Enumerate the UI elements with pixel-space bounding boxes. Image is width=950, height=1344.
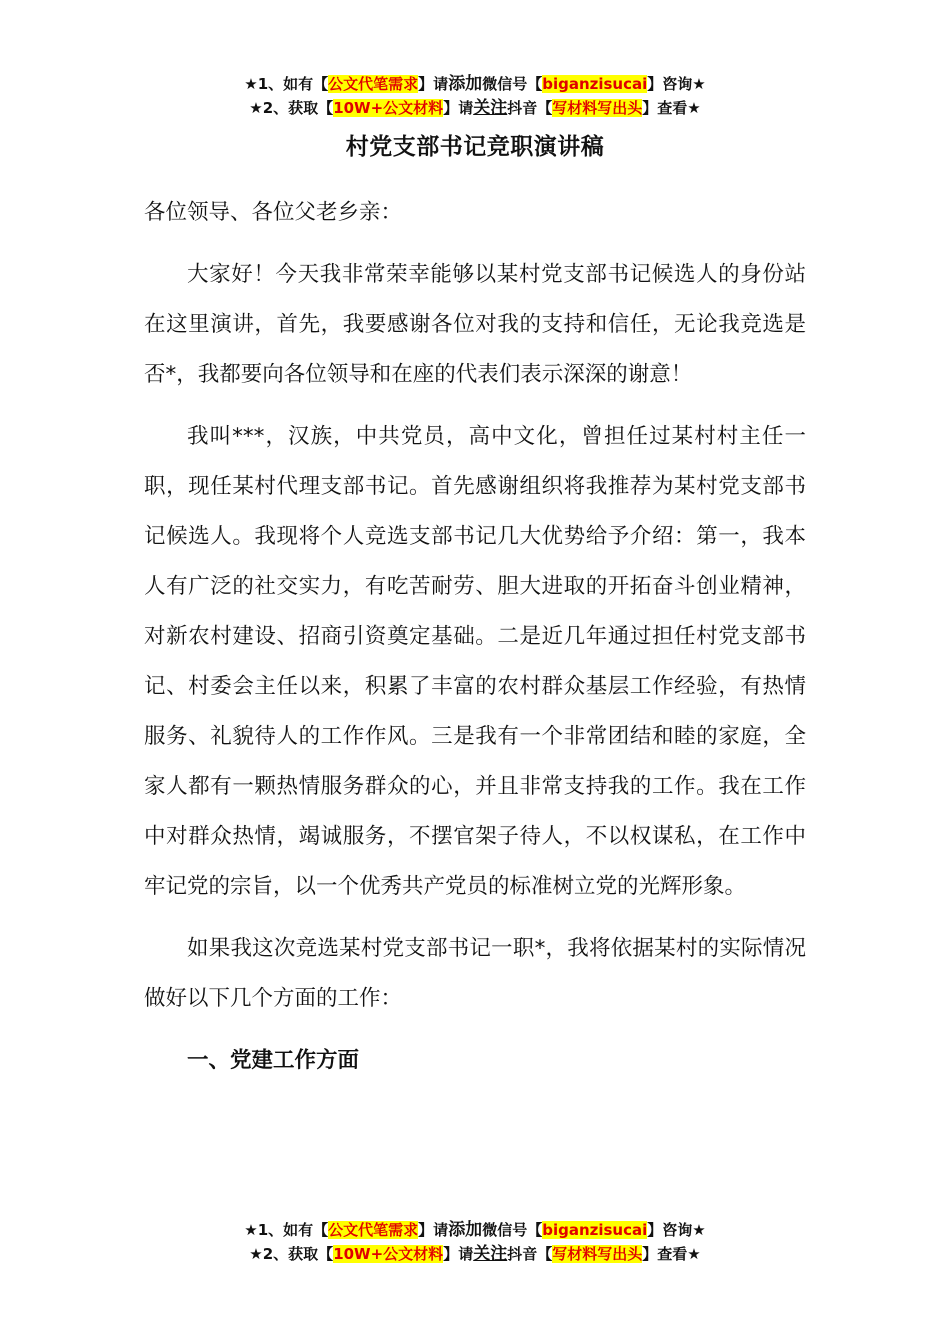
promo-text: ★1、如有【	[244, 1221, 329, 1239]
promo-text: 】咨询★	[647, 75, 706, 93]
promo-text: ★2、获取【	[249, 1245, 334, 1263]
section-heading: 一、党建工作方面	[187, 1048, 360, 1073]
promo-text: 】请	[443, 99, 474, 117]
document-body	[144, 188, 806, 1086]
promo-text: 抖音【	[507, 99, 553, 117]
promo-highlight: 写材料写出头	[552, 1245, 643, 1263]
promo-emphasis: 关注	[473, 98, 508, 118]
promo-text: 】查看★	[642, 99, 701, 117]
promo-emphasis: 添加	[448, 74, 483, 94]
promo-text: 】查看★	[642, 1245, 701, 1263]
promo-highlight: biganzisucai	[542, 75, 648, 93]
promo-text: 】咨询★	[647, 1221, 706, 1239]
promo-highlight: 写材料写出头	[552, 99, 643, 117]
promo-line-2	[0, 96, 950, 120]
promo-text: ★1、如有【	[244, 75, 329, 93]
paragraph: 我叫***，汉族，中共党员，高中文化，曾担任过某村村主任一职，现任某村代理支部书记。首先感谢组织将我推荐为某村党支部书记候选人。我现将个人竞选支部书记几大优势给予介绍：第一，我本人有广泛的社交实力，有吃苦耐劳、胆大进取的开拓奋斗创业精神，对新农村建设、招商引资奠定基础。二是近几年通过担任村党支部书记、村委会主任以来，积累了丰富的农村群众基层工作经验，有热情服务、礼貌待人的工作作风。三是我有一个非常团结和睦的家庭，全家人都有一颗热情服务群众的心，并且非常支持我的工作。我在工作中对群众热情，竭诚服务，不摆官架子待人，不以权谋私，在工作中牢记党的宗旨，以一个优秀共产党员的标准树立党的光辉形象。	[144, 424, 806, 899]
promo-highlight: 10W+公文材料	[333, 1245, 444, 1263]
promo-highlight: 10W+公文材料	[333, 99, 444, 117]
promo-text: 】请	[443, 1245, 474, 1263]
promo-text: ★2、获取【	[249, 99, 334, 117]
promo-highlight: 公文代笔需求	[328, 75, 419, 93]
promo-highlight: 公文代笔需求	[328, 1221, 419, 1239]
paragraph: 如果我这次竞选某村党支部书记一职*，我将依据某村的实际情况做好以下几个方面的工作：	[144, 936, 806, 1011]
promo-text: 微信号【	[482, 75, 543, 93]
greeting: 各位领导、各位父老乡亲：	[144, 200, 403, 225]
promo-banner-bottom	[0, 1218, 950, 1266]
promo-emphasis: 关注	[473, 1244, 508, 1264]
promo-highlight: biganzisucai	[542, 1221, 648, 1239]
promo-text: 抖音【	[507, 1245, 553, 1263]
promo-line-1	[0, 1218, 950, 1242]
promo-line-2	[0, 1242, 950, 1266]
promo-emphasis: 添加	[448, 1220, 483, 1240]
paragraph: 大家好！今天我非常荣幸能够以某村党支部书记候选人的身份站在这里演讲，首先，我要感谢各位对我的支持和信任，无论我竞选是否*，我都要向各位领导和在座的代表们表示深深的谢意！	[144, 262, 806, 387]
promo-text: 】请	[418, 75, 449, 93]
promo-banner-top	[0, 72, 950, 120]
document-title: 村党支部书记竞职演讲稿	[345, 134, 605, 160]
promo-text: 微信号【	[482, 1221, 543, 1239]
promo-text: 】请	[418, 1221, 449, 1239]
promo-line-1	[0, 72, 950, 96]
